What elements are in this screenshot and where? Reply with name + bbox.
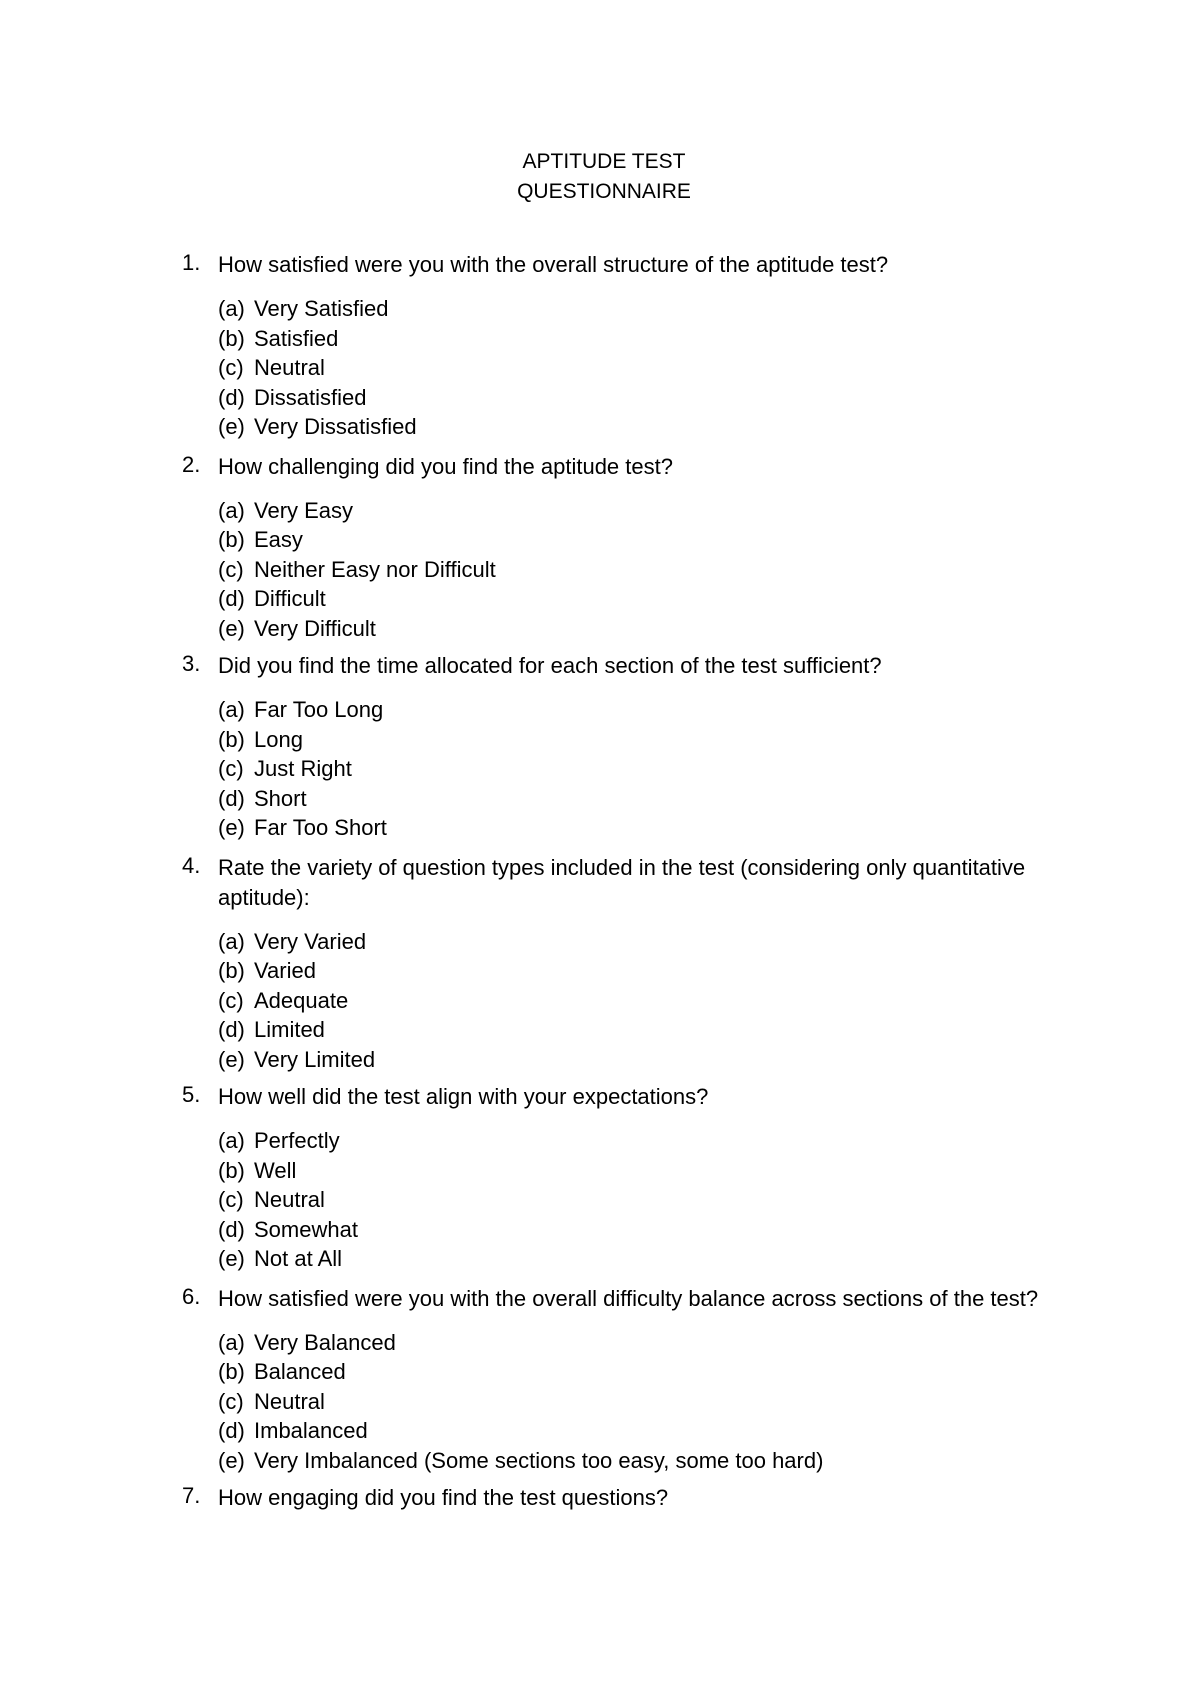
option-letter: (d) xyxy=(218,785,245,811)
answer-option xyxy=(218,1244,1082,1274)
option-label: Not at All xyxy=(254,1246,343,1271)
option-list xyxy=(218,695,1082,843)
question-item xyxy=(182,1284,1082,1476)
option-label: Somewhat xyxy=(254,1216,358,1242)
option-label: Imbalanced xyxy=(254,1418,368,1443)
option-letter: (a) xyxy=(218,1128,245,1153)
option-label: Very Imbalanced (Some sections too easy, some too hard) xyxy=(254,1447,824,1473)
question-item xyxy=(182,1082,1082,1274)
option-label: Long xyxy=(254,726,303,752)
option-letter: (a) xyxy=(218,928,245,954)
option-letter: (d) xyxy=(218,1216,245,1242)
option-letter: (c) xyxy=(218,756,244,781)
answer-option xyxy=(218,353,1082,383)
question-number: 6. xyxy=(182,1283,201,1309)
answer-option xyxy=(218,584,1082,614)
answer-option xyxy=(218,525,1082,555)
option-label: Easy xyxy=(254,527,303,552)
option-letter: (c) xyxy=(218,987,244,1013)
answer-option xyxy=(218,725,1082,755)
document-title xyxy=(0,147,1200,207)
question-item xyxy=(182,651,1082,843)
option-letter: (a) xyxy=(218,296,245,321)
option-letter: (e) xyxy=(218,615,245,641)
option-letter: (e) xyxy=(218,1447,245,1473)
option-letter: (b) xyxy=(218,527,245,552)
option-label: Short xyxy=(254,785,307,811)
option-label: Neutral xyxy=(254,1187,325,1212)
option-list xyxy=(218,927,1082,1075)
option-label: Difficult xyxy=(254,586,326,611)
question-item xyxy=(182,1483,1082,1513)
title-line-2: QUESTIONNAIRE xyxy=(517,180,691,203)
option-label: Well xyxy=(254,1157,297,1183)
option-label: Balanced xyxy=(254,1359,346,1384)
answer-option xyxy=(218,412,1082,442)
option-list xyxy=(218,1328,1082,1476)
answer-option xyxy=(218,294,1082,324)
option-label: Very Easy xyxy=(254,497,354,523)
answer-option xyxy=(218,1328,1082,1358)
answer-option xyxy=(218,956,1082,986)
answer-option xyxy=(218,927,1082,957)
answer-option xyxy=(218,1215,1082,1245)
answer-option xyxy=(218,986,1082,1016)
answer-option xyxy=(218,1156,1082,1186)
answer-option xyxy=(218,1387,1082,1417)
question-list xyxy=(182,250,1082,1527)
option-letter: (d) xyxy=(218,586,245,611)
question-text: How satisfied were you with the overall structure of the aptitude test? xyxy=(218,252,889,277)
answer-option xyxy=(218,1357,1082,1387)
option-label: Far Too Short xyxy=(254,815,387,840)
answer-option xyxy=(218,496,1082,526)
option-list xyxy=(218,1126,1082,1274)
option-label: Very Satisfied xyxy=(254,296,389,321)
option-letter: (e) xyxy=(218,1046,245,1072)
question-number: 5. xyxy=(182,1082,201,1107)
option-label: Very Balanced xyxy=(254,1329,396,1355)
option-letter: (b) xyxy=(218,325,245,351)
question-text: Did you find the time allocated for each section of the test sufficient? xyxy=(218,653,882,678)
question-item xyxy=(182,250,1082,442)
option-letter: (b) xyxy=(218,1157,245,1183)
option-letter: (c) xyxy=(218,1388,244,1414)
answer-option xyxy=(218,614,1082,644)
option-label: Adequate xyxy=(254,987,349,1013)
option-label: Neutral xyxy=(254,355,325,380)
option-letter: (c) xyxy=(218,355,244,380)
option-label: Satisfied xyxy=(254,325,339,351)
option-letter: (b) xyxy=(218,1359,245,1384)
option-letter: (e) xyxy=(218,414,245,439)
answer-option xyxy=(218,1416,1082,1446)
option-label: Far Too Long xyxy=(254,697,384,722)
question-text: Rate the variety of question types included in the test (considering only quantitative aptitude): xyxy=(218,854,1026,910)
question-text: How engaging did you find the test questions? xyxy=(218,1485,669,1510)
option-label: Very Varied xyxy=(254,928,367,954)
answer-option xyxy=(218,324,1082,354)
option-letter: (a) xyxy=(218,497,245,523)
question-number: 3. xyxy=(182,651,201,676)
question-number: 4. xyxy=(182,852,201,878)
option-letter: (d) xyxy=(218,1418,245,1443)
answer-option xyxy=(218,555,1082,585)
question-number: 7. xyxy=(182,1483,201,1508)
answer-option xyxy=(218,1015,1082,1045)
option-label: Very Dissatisfied xyxy=(254,414,417,439)
question-text: How satisfied were you with the overall difficulty balance across sections of the test? xyxy=(218,1285,1039,1311)
option-letter: (e) xyxy=(218,1246,245,1271)
option-label: Neutral xyxy=(254,1388,325,1414)
answer-option xyxy=(218,784,1082,814)
option-letter: (d) xyxy=(218,1017,245,1042)
option-list xyxy=(218,294,1082,442)
answer-option xyxy=(218,1446,1082,1476)
option-label: Perfectly xyxy=(254,1128,340,1153)
option-label: Very Limited xyxy=(254,1046,376,1072)
option-list xyxy=(218,496,1082,644)
option-letter: (a) xyxy=(218,697,245,722)
question-number: 1. xyxy=(182,250,201,275)
option-label: Neither Easy nor Difficult xyxy=(254,556,496,582)
option-label: Very Difficult xyxy=(254,615,376,641)
option-label: Varied xyxy=(254,958,316,983)
answer-option xyxy=(218,383,1082,413)
answer-option xyxy=(218,695,1082,725)
answer-option xyxy=(218,1126,1082,1156)
option-letter: (a) xyxy=(218,1329,245,1355)
option-label: Dissatisfied xyxy=(254,384,367,410)
question-text: How well did the test align with your expectations? xyxy=(218,1084,709,1109)
option-letter: (c) xyxy=(218,556,244,582)
answer-option xyxy=(218,1185,1082,1215)
option-label: Limited xyxy=(254,1017,325,1042)
option-letter: (b) xyxy=(218,726,245,752)
question-item xyxy=(182,452,1082,644)
option-letter: (d) xyxy=(218,384,245,410)
question-item xyxy=(182,853,1082,1075)
answer-option xyxy=(218,813,1082,843)
title-line-1: APTITUDE TEST xyxy=(522,150,686,173)
question-text: How challenging did you find the aptitude test? xyxy=(218,453,673,479)
answer-option xyxy=(218,1045,1082,1075)
answer-option xyxy=(218,754,1082,784)
option-label: Just Right xyxy=(254,756,352,781)
option-letter: (e) xyxy=(218,815,245,840)
question-number: 2. xyxy=(182,451,201,477)
option-letter: (c) xyxy=(218,1187,244,1212)
option-letter: (b) xyxy=(218,958,245,983)
